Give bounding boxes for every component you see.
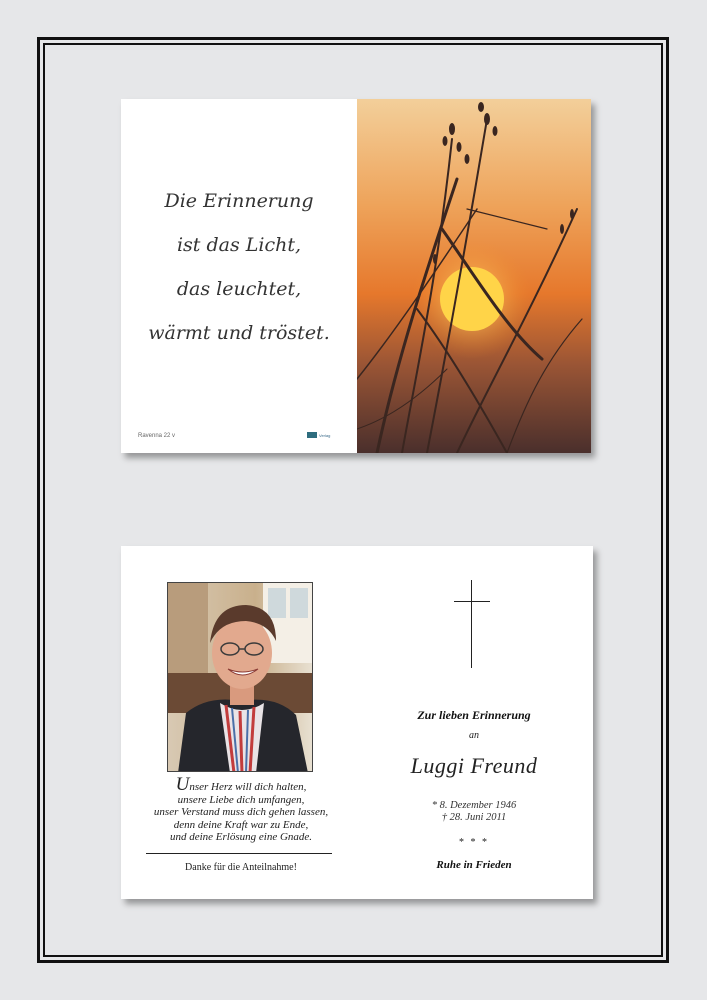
- poem-initial: U: [175, 774, 190, 795]
- cross-icon: [454, 580, 490, 668]
- poem-first-line: nser Herz will dich halten,: [189, 781, 307, 793]
- stars-ornament: * * *: [459, 837, 489, 848]
- card-front: [121, 99, 591, 453]
- printer-logo-text: Verlag: [319, 432, 331, 438]
- model-code: Ravenna 22 v: [138, 433, 176, 439]
- verse-line: wärmt und tröstet.: [148, 322, 330, 344]
- divider-line: [146, 853, 332, 854]
- birth-date: * 8. Dezember 1946: [431, 800, 517, 811]
- card-inside: [121, 546, 593, 899]
- memory-heading: Zur lieben Erinnerung: [417, 708, 531, 722]
- printer-logo-mark: [307, 432, 317, 438]
- printer-logo: [307, 432, 330, 438]
- memory-an: an: [469, 730, 479, 741]
- poem-line: unsere Liebe dich umfangen,: [177, 793, 305, 806]
- poem-line: [141, 774, 341, 795]
- closing-text: Ruhe in Frieden: [436, 859, 512, 871]
- poem-line: unser Verstand muss dich gehen lassen,: [153, 806, 329, 819]
- thanks-text: Danke für die Anteilnahme!: [185, 862, 297, 873]
- portrait-photo: [167, 582, 313, 772]
- verse-line: Die Erinnerung: [164, 190, 314, 212]
- deceased-name: Luggi Freund: [410, 753, 538, 778]
- memorial-verse: [121, 179, 357, 355]
- poem-line: denn deine Kraft war zu Ende,: [173, 818, 309, 831]
- sunset-grass-photo: [357, 99, 591, 453]
- life-dates: [351, 800, 597, 824]
- poem-line: und deine Erlösung eine Gnade.: [169, 831, 313, 844]
- poem: [141, 774, 341, 844]
- verse-line: das leuchtet,: [176, 278, 302, 300]
- death-date: † 28. Juni 2011: [441, 812, 507, 823]
- verse-line: ist das Licht,: [176, 234, 302, 256]
